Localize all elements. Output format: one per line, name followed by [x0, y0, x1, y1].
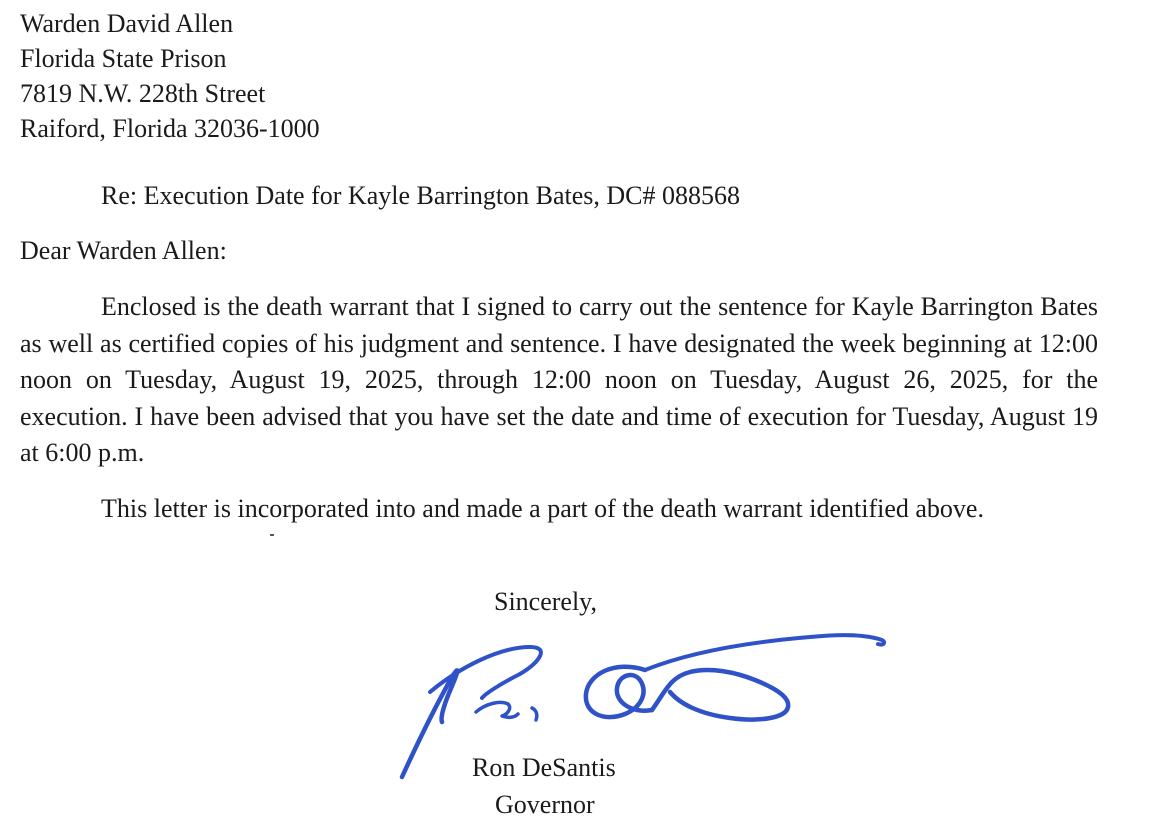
salutation: Dear Warden Allen: — [20, 236, 227, 265]
recipient-street: 7819 N.W. 228th Street — [20, 79, 266, 108]
closing: Sincerely, — [494, 587, 597, 616]
recipient-city: Raiford, Florida 32036-1000 — [20, 114, 320, 143]
body-paragraph-2: This letter is incorporated into and made a part of the death warrant identified above. — [101, 494, 984, 523]
body-paragraph-1: Enclosed is the death warrant that I signed to carry out the sentence for Kayle Barrington Bates as well as certified copies of his judgment and sentence. I have designated the week beginning at 12:00 noon on Tuesday, August 19, 2025, through 12:00 noon on Tuesday, August 26, 2025, for the execution. I have been advised that you have set the date and time of execution for Tuesday, August 19 at 6:00 p.m. — [20, 292, 1098, 467]
recipient-institution: Florida State Prison — [20, 44, 227, 73]
scan-speck — [270, 534, 274, 536]
recipient-address — [20, 6, 320, 146]
recipient-name: Warden David Allen — [20, 9, 234, 38]
subject-line: Re: Execution Date for Kayle Barrington Bates, DC# 088568 — [101, 181, 741, 210]
handwritten-signature — [390, 622, 900, 787]
signer-title: Governor — [495, 790, 595, 819]
signer-name: Ron DeSantis — [472, 753, 616, 782]
